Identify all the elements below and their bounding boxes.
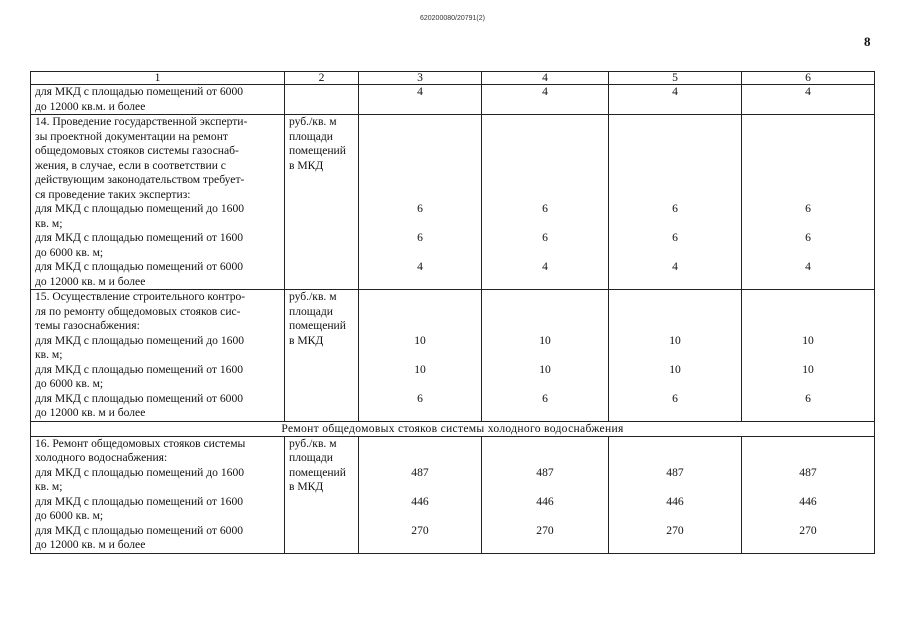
header-cell: 3 [359, 72, 482, 85]
tariff-table [30, 71, 875, 554]
value: 6 [805, 231, 811, 244]
value-cell [742, 115, 875, 290]
value-cell [609, 115, 742, 290]
subrow-line: до 12000 кв. м и более [35, 406, 146, 419]
value: 4 [805, 260, 811, 273]
subrow-line: до 6000 кв. м; [35, 509, 104, 522]
subrow-line: до 12000 кв. м и более [35, 538, 146, 551]
value: 6 [805, 391, 811, 405]
table-row-item-16 [31, 436, 875, 553]
unit-line: площади [289, 451, 333, 464]
value: 10 [669, 333, 681, 347]
unit-line: в МКД [289, 480, 324, 493]
value: 446 [536, 494, 554, 508]
value: 6 [417, 202, 423, 215]
unit-line: руб./кв. м [289, 115, 337, 128]
value: 487 [536, 465, 554, 479]
unit-cell [285, 115, 359, 290]
desc-line: жения, в случае, если в соответствии с [35, 158, 226, 172]
value: 487 [411, 465, 429, 479]
value-cell [609, 290, 742, 422]
desc-line: действующим законодательством требует- [35, 173, 245, 186]
table-row-item-14 [31, 115, 875, 290]
value-cell [359, 436, 482, 553]
value-cell [742, 290, 875, 422]
value: 10 [802, 333, 814, 347]
value-cell [359, 85, 482, 115]
value-cell [609, 436, 742, 553]
subrow-line: для МКД с площадью помещений от 1600 [35, 231, 244, 244]
unit-cell [285, 290, 359, 422]
unit-line: в МКД [289, 158, 324, 172]
value: 6 [672, 391, 678, 405]
value: 10 [669, 362, 681, 376]
desc-line: 15. Осуществление строительного контро- [35, 290, 246, 303]
subrow-line: кв. м; [35, 348, 63, 361]
value: 487 [666, 465, 684, 479]
unit-line: руб./кв. м [289, 290, 337, 303]
subrow-line: для МКД с площадью помещений от 6000 [35, 391, 244, 405]
value: 6 [672, 202, 678, 215]
value: 10 [802, 362, 814, 376]
section-title: Ремонт общедомовых стояков системы холодного водоснабжения [31, 421, 875, 436]
header-cell: 2 [285, 72, 359, 85]
subrow-line: для МКД с площадью помещений от 1600 [35, 362, 244, 376]
value: 6 [542, 391, 548, 405]
value-cell [742, 436, 875, 553]
subrow-line: для МКД с площадью помещений до 1600 [35, 465, 245, 479]
description-cell [31, 436, 285, 553]
value: 10 [414, 333, 426, 347]
value: 4 [542, 85, 548, 98]
desc-line: ля по ремонту общедомовых стояков сис- [35, 304, 241, 318]
value: 6 [417, 231, 423, 244]
value: 270 [411, 523, 429, 537]
value-cell [359, 115, 482, 290]
value: 10 [414, 362, 426, 376]
table-header-row [31, 72, 875, 85]
desc-line: общедомовых стояков системы газоснаб- [35, 144, 239, 157]
value: 4 [672, 85, 678, 98]
value: 4 [417, 85, 423, 98]
header-cell: 5 [609, 72, 742, 85]
unit-line: площади [289, 304, 333, 318]
value: 6 [542, 231, 548, 244]
unit-line: помещений [289, 144, 346, 157]
subrow-line: до 6000 кв. м; [35, 377, 104, 390]
subrow-line: до 6000 кв. м; [35, 245, 104, 259]
unit-line: помещений [289, 465, 346, 479]
desc-line: 16. Ремонт общедомовых стояков системы [35, 436, 246, 450]
subrow-line: для МКД с площадью помещений до 1600 [35, 333, 245, 347]
value: 6 [805, 202, 811, 215]
value-cell [482, 85, 609, 115]
unit-line: площади [289, 129, 333, 143]
value: 4 [805, 85, 811, 98]
subrow-line: кв. м; [35, 480, 63, 493]
desc-line: для МКД с площадью помещений от 6000 [35, 85, 244, 98]
value-cell [482, 115, 609, 290]
value: 4 [417, 260, 423, 273]
header-cell: 4 [482, 72, 609, 85]
description-cell [31, 85, 285, 115]
desc-line: темы газоснабжения: [35, 319, 140, 332]
value-cell [482, 290, 609, 422]
value: 6 [417, 391, 423, 405]
value: 446 [411, 494, 429, 508]
subrow-line: для МКД с площадью помещений от 6000 [35, 523, 244, 537]
desc-line: ся проведение таких экспертиз: [35, 187, 191, 201]
value: 446 [666, 494, 684, 508]
value: 270 [799, 523, 817, 537]
desc-line: зы проектной документации на ремонт [35, 129, 228, 143]
unit-cell [285, 436, 359, 553]
value: 6 [542, 202, 548, 215]
table-row-item-15 [31, 290, 875, 422]
description-cell [31, 290, 285, 422]
desc-line: холодного водоснабжения: [35, 451, 168, 464]
description-cell [31, 115, 285, 290]
header-cell: 6 [742, 72, 875, 85]
header-cell: 1 [31, 72, 285, 85]
value: 446 [799, 494, 817, 508]
value-cell [482, 436, 609, 553]
value: 270 [536, 523, 554, 537]
value-cell [609, 85, 742, 115]
page-number: 8 [864, 34, 871, 49]
value: 6 [672, 231, 678, 244]
table-row [31, 85, 875, 115]
value-cell [742, 85, 875, 115]
desc-line: до 12000 кв.м. и более [35, 99, 146, 113]
subrow-line: для МКД с площадью помещений от 1600 [35, 494, 244, 508]
unit-line: помещений [289, 319, 346, 332]
document-id: 620200080/20791(2) [419, 15, 485, 22]
value-cell [359, 290, 482, 422]
subrow-line: для МКД с площадью помещений от 6000 [35, 260, 244, 273]
desc-line: 14. Проведение государственной эксперти- [35, 115, 248, 128]
value: 4 [542, 260, 548, 273]
value: 10 [539, 333, 551, 347]
section-header-row [31, 421, 875, 436]
value: 270 [666, 523, 684, 537]
value: 487 [799, 465, 817, 479]
subrow-line: до 12000 кв. м и более [35, 274, 146, 288]
unit-line: руб./кв. м [289, 436, 337, 450]
unit-cell [285, 85, 359, 115]
value: 10 [539, 362, 551, 376]
subrow-line: для МКД с площадью помещений до 1600 [35, 202, 245, 215]
unit-line: в МКД [289, 333, 324, 347]
value: 4 [672, 260, 678, 273]
subrow-line: кв. м; [35, 216, 63, 230]
